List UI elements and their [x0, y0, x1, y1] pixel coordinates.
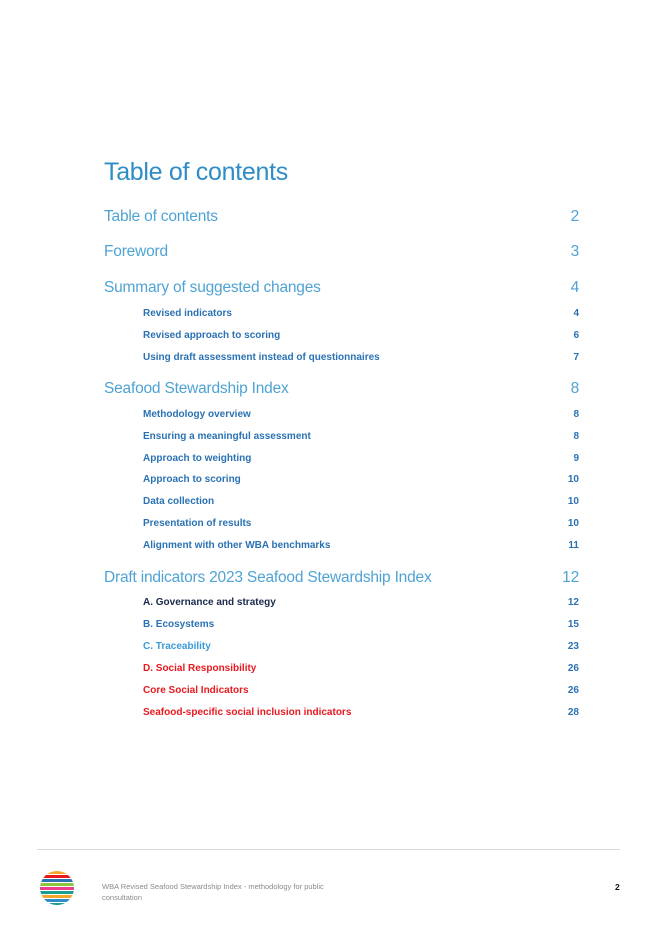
toc-entry-label: Seafood-specific social inclusion indicators: [143, 707, 352, 718]
toc-entry-page: 10: [567, 474, 579, 485]
toc-entry-label: Foreword: [104, 243, 168, 260]
toc-entry-foreword[interactable]: [104, 243, 579, 261]
toc-entry-page: 9: [573, 453, 579, 464]
toc-entry-page: 12: [562, 569, 579, 586]
toc-entry-label: A. Governance and strategy: [143, 597, 276, 608]
toc-entry-seafood-index[interactable]: [104, 380, 579, 398]
toc-entry-social-responsibility[interactable]: [104, 663, 579, 674]
footer-document-title: WBA Revised Seafood Stewardship Index - methodology for public consultation: [102, 882, 324, 902]
toc-entry-weighting[interactable]: [104, 453, 579, 464]
toc-entry-page: 23: [567, 641, 579, 652]
toc-entry-draft-assessment[interactable]: [104, 352, 579, 363]
toc-entry-page: 15: [567, 619, 579, 630]
toc-entry-revised-approach[interactable]: [104, 330, 579, 341]
toc-entry-label: B. Ecosystems: [143, 619, 215, 630]
toc-entry-label: Summary of suggested changes: [104, 279, 321, 296]
toc-entry-label: Data collection: [143, 496, 215, 507]
toc-entry-revised-indicators[interactable]: [104, 308, 579, 319]
toc-entry-label: Revised approach to scoring: [143, 330, 281, 341]
toc-entry-page: 3: [570, 243, 579, 260]
toc-entry-page: 8: [573, 431, 579, 442]
toc-entry-page: 10: [567, 518, 579, 529]
toc-entry-label: C. Traceability: [143, 641, 211, 652]
toc-entry-page: 11: [568, 540, 579, 551]
toc-entry-scoring[interactable]: [104, 474, 579, 485]
toc-entry-draft-indicators[interactable]: [104, 569, 579, 587]
toc-entry-page: 4: [573, 308, 579, 319]
toc-entry-label: Core Social Indicators: [143, 685, 249, 696]
toc-entry-social-inclusion[interactable]: [104, 707, 579, 718]
toc-entry-alignment[interactable]: [104, 540, 579, 551]
toc-entry-page: 10: [567, 496, 579, 507]
toc-entry-page: 4: [570, 279, 579, 296]
toc-entry-data-collection[interactable]: [104, 496, 579, 507]
toc-entry-label: Alignment with other WBA benchmarks: [143, 540, 331, 551]
toc-entry-page: 26: [567, 663, 579, 674]
toc-entry-label: D. Social Responsibility: [143, 663, 257, 674]
footer-divider: [37, 849, 620, 850]
footer-page-number: 2: [615, 882, 620, 892]
toc-entry-methodology-overview[interactable]: [104, 409, 579, 420]
wba-logo-icon: [39, 870, 75, 906]
toc-entry-page: 7: [573, 352, 579, 363]
toc-entry-label: Ensuring a meaningful assessment: [143, 431, 311, 442]
toc-entry-table-of-contents[interactable]: [104, 208, 579, 226]
page-title: Table of contents: [104, 157, 288, 186]
toc-entry-traceability[interactable]: [104, 641, 579, 652]
toc-entry-page: 6: [573, 330, 579, 341]
toc-entry-label: Using draft assessment instead of questionnaires: [143, 352, 380, 363]
toc-entry-presentation[interactable]: [104, 518, 579, 529]
toc-entry-core-social[interactable]: [104, 685, 579, 696]
toc-entry-page: 2: [570, 208, 579, 225]
toc-entry-page: 8: [570, 380, 579, 397]
toc-entry-label: Table of contents: [104, 208, 218, 225]
toc-entry-page: 8: [573, 409, 579, 420]
toc-entry-meaningful-assessment[interactable]: [104, 431, 579, 442]
toc-entry-ecosystems[interactable]: [104, 619, 579, 630]
toc-entry-label: Approach to scoring: [143, 474, 241, 485]
toc-entry-page: 26: [567, 685, 579, 696]
toc-entry-governance[interactable]: [104, 597, 579, 608]
toc-entry-label: Revised indicators: [143, 308, 232, 319]
toc-entry-label: Draft indicators 2023 Seafood Stewardship Index: [104, 569, 432, 586]
toc-entry-summary[interactable]: [104, 279, 579, 297]
toc-entry-page: 28: [567, 707, 579, 718]
toc-entry-page: 12: [567, 597, 579, 608]
toc-entry-label: Methodology overview: [143, 409, 251, 420]
toc-entry-label: Seafood Stewardship Index: [104, 380, 289, 397]
toc-entry-label: Presentation of results: [143, 518, 252, 529]
toc-entry-label: Approach to weighting: [143, 453, 252, 464]
